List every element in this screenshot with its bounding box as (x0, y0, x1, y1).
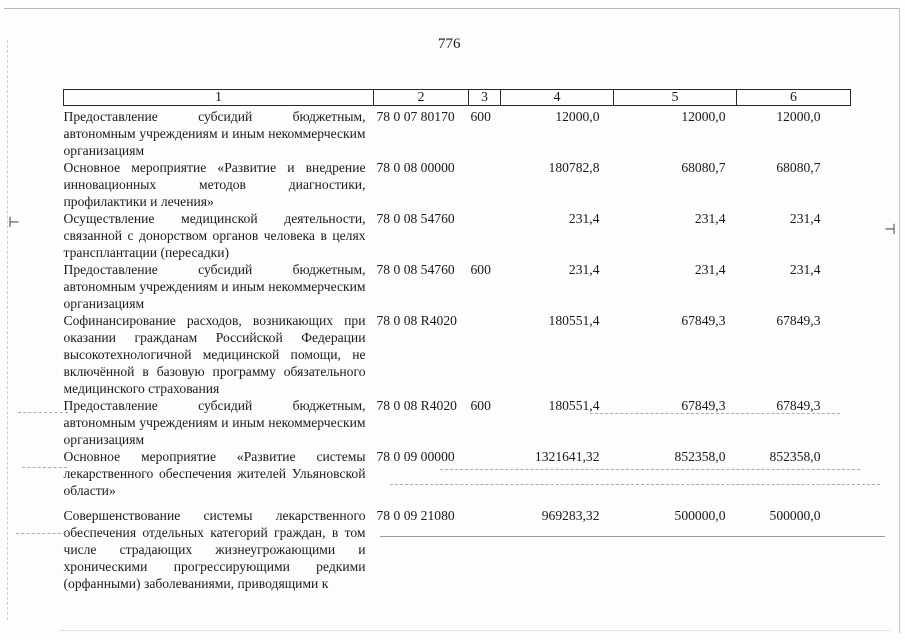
table-row (64, 159, 851, 210)
column-header-2: 2 (374, 90, 469, 106)
row-value-4: 969283,32 (541, 508, 600, 523)
column-header-6: 6 (737, 90, 851, 106)
row-value-6: 852358,0 (769, 449, 821, 464)
page-border-top (4, 8, 900, 9)
scan-artifact-line (22, 467, 67, 468)
row-value-5: 852358,0 (674, 449, 726, 464)
page-number: 776 (438, 36, 461, 52)
row-value-5: 68080,7 (681, 160, 726, 175)
row-value-5: 231,4 (694, 211, 726, 226)
row-name: Предоставление субсидий бюджетным, автономным учреждениям и иным некоммерческим организациям (63, 109, 366, 158)
table-header-row (64, 90, 851, 106)
scan-artifact-line (380, 536, 885, 537)
row-expense-type: 600 (470, 109, 491, 124)
row-name: Предоставление субсидий бюджетным, автономным учреждениям и иным некоммерческим организациям (63, 398, 366, 447)
row-code: 78 0 08 00000 (376, 160, 455, 175)
row-value-4: 180551,4 (548, 398, 600, 413)
page-border-right (899, 8, 900, 633)
row-code: 78 0 07 80170 (376, 109, 455, 124)
scan-artifact-line (440, 469, 860, 470)
row-value-4: 231,4 (568, 211, 600, 226)
scan-artifact-line (16, 533, 66, 534)
row-code: 78 0 08 54760 (376, 262, 455, 277)
row-expense-type (469, 210, 501, 261)
row-expense-type (469, 448, 501, 499)
row-value-5: 231,4 (694, 262, 726, 277)
column-header-4: 4 (501, 90, 614, 106)
column-header-1: 1 (64, 90, 374, 106)
row-code: 78 0 08 54760 (376, 211, 455, 226)
scan-artifact-line (390, 484, 880, 485)
row-value-5: 12000,0 (681, 109, 726, 124)
scan-tick-mark: ⊣ (884, 223, 897, 238)
row-expense-type (469, 159, 501, 210)
row-value-4: 12000,0 (555, 109, 600, 124)
page-border-left (7, 40, 8, 620)
row-value-6: 67849,3 (776, 398, 821, 413)
row-value-6: 231,4 (789, 211, 821, 226)
column-header-5: 5 (614, 90, 737, 106)
row-code: 78 0 09 00000 (376, 449, 455, 464)
row-expense-type: 600 (470, 398, 491, 413)
table-row (64, 261, 851, 312)
row-value-4: 231,4 (568, 262, 600, 277)
row-value-5: 67849,3 (681, 313, 726, 328)
row-value-6: 500000,0 (769, 508, 821, 523)
row-name: Основное мероприятие «Развитие и внедрение инновационных методов диагностики, профилактики и лечения» (63, 160, 366, 209)
table-row (64, 108, 851, 159)
table-row (64, 312, 851, 397)
row-expense-type (469, 507, 501, 592)
column-header-3: 3 (469, 90, 501, 106)
row-expense-type (469, 312, 501, 397)
table-row (64, 397, 851, 448)
row-code: 78 0 08 R4020 (376, 313, 457, 328)
row-value-4: 1321641,32 (534, 449, 600, 464)
scan-artifact-line (590, 413, 840, 414)
row-value-4: 180551,4 (548, 313, 600, 328)
row-code: 78 0 08 R4020 (376, 398, 457, 413)
row-value-6: 231,4 (789, 262, 821, 277)
scan-artifact-line (60, 630, 890, 631)
row-value-6: 67849,3 (776, 313, 821, 328)
row-name: Предоставление субсидий бюджетным, автономным учреждениям и иным некоммерческим организациям (63, 262, 366, 311)
row-name: Основное мероприятие «Развитие системы лекарственного обеспечения жителей Ульяновской области» (63, 449, 366, 498)
row-value-6: 12000,0 (776, 109, 821, 124)
row-value-4: 180782,8 (548, 160, 600, 175)
scan-tick-mark: ⊢ (8, 216, 21, 231)
table-row (64, 507, 851, 592)
table-row (64, 210, 851, 261)
row-value-5: 500000,0 (674, 508, 726, 523)
row-name: Осуществление медицинской деятельности, связанной с донорством органов человека в целях трансплантации (пересадки) (63, 211, 366, 260)
row-value-5: 67849,3 (681, 398, 726, 413)
row-code: 78 0 09 21080 (376, 508, 455, 523)
row-value-6: 68080,7 (776, 160, 821, 175)
scan-artifact-line (18, 412, 68, 413)
table-row (64, 448, 851, 499)
row-expense-type: 600 (470, 262, 491, 277)
row-name: Софинансирование расходов, возникающих при оказании гражданам Российской Федерации высокотехнологичной медицинской помощи, не включённой в базовую программу обязательного медицинского страхования (63, 313, 366, 396)
budget-table (63, 89, 851, 592)
row-name: Совершенствование системы лекарственного обеспечения отдельных категорий граждан, в том числе страдающих жизнеугрожающими и хроническими прогрессирующими редкими (орфанными) заболеваниями, приводящими к (63, 508, 366, 591)
